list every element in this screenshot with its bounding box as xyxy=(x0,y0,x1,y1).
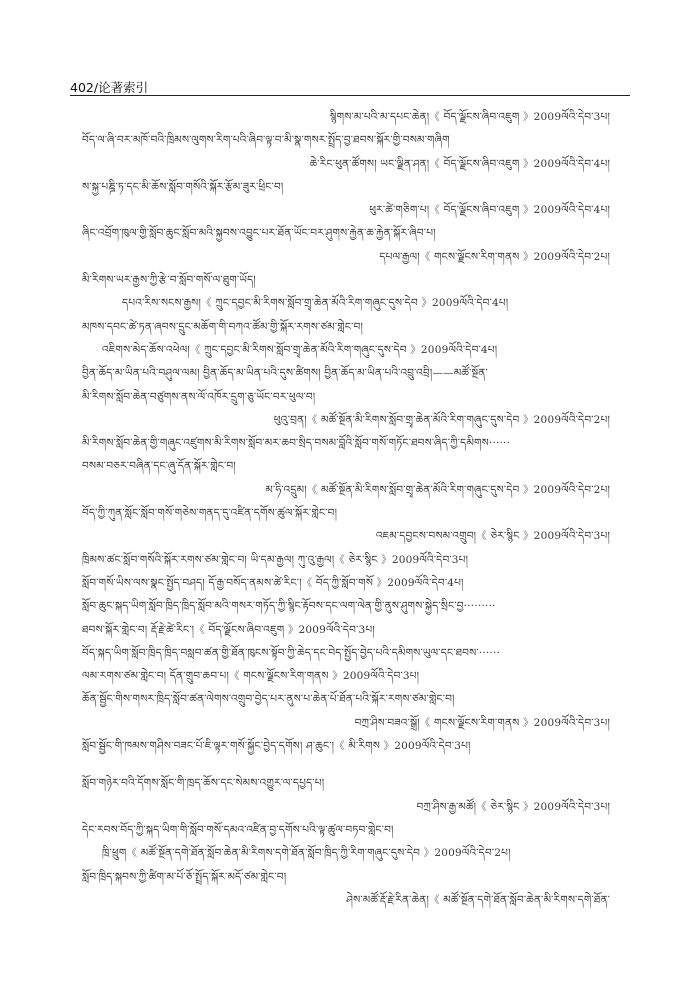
index-entry-line xyxy=(82,619,610,642)
entry-text: སློབ་གསོ་ཡིས་ལས་སྣང་སྤྱོད་བཤད། དོ་རྒྱ་བསོད་ནམས་ཚེ་རིང་།《 བོད་ཀྱི་སློབ་གསོ 》2009ལོའི་དེབ་4པ། xyxy=(82,576,464,589)
entry-text: བཀྲ་ཤིས་བཟའ་སྒྲོ།《 གངས་ལྗོངས་རིག་གནས 》2009ལོའི་དེབ་3པ། xyxy=(354,716,610,729)
index-entry-line xyxy=(82,688,610,711)
index-entry-line xyxy=(82,316,610,339)
entry-text: ཞིང་འབྲོག་ཁུལ་གྱི་སློབ་ཆུང་སློབ་མའི་སྐྱབས་འབྱུང་པར་ཐོན་ཡོང་བར་ཤུགས་རྐྱེན་ཆ་རྐྱེན་སྐོར་ཞིབ་པ། xyxy=(82,227,436,240)
entry-text: བོད་ཀྱི་ཀུན་སློང་སློབ་གསོ་གཅེས་གནད་དུ་འཛིན་དགོས་ཚུལ་སྐོར་གླེང་བ། xyxy=(82,507,338,520)
index-entry-line xyxy=(82,129,610,152)
index-entries xyxy=(82,106,610,912)
entry-text: མི་རིགས་སློབ་ཆེན་གྱི་གཞུང་འཛུགས་མི་རིགས་སློབ་མར་ཆབ་སྲིད་བསམ་བློའི་སློབ་གསོ་གཏོང་ཐབས་ཞིད་ཀྱི་དམིགས······ xyxy=(82,437,511,450)
section-title: 论著索引 xyxy=(98,80,149,95)
index-entry-line xyxy=(82,339,610,362)
entry-text: བསམ་བཅར་བཞིན་དང་ཞུ་དོན་སྐོར་གླེང་བ། xyxy=(82,460,236,473)
entry-text: མཁས་དབང་ཚེ་ཏན་ཞབས་དྲུང་མཆོག་གི་བཀའ་ཚོམ་གྱི་སྐོར་རགས་ཙམ་གླེང་བ། xyxy=(82,320,364,333)
index-entry-line xyxy=(82,549,610,572)
index-entry-line xyxy=(82,176,610,199)
index-entry-line xyxy=(82,572,610,595)
entry-text: བོད་སྐད་ཡིག་སློབ་ཁྲིད་ཁྲིད་བསླབ་ཚན་གྱི་ཐོན་ཁུངས་སྟོབ་ཀྱི་ཆེད་དང་བེད་སྤྱོད་བྱེད་པའི་དམིགས་ཡུལ་དང་ཐབས་······ xyxy=(82,646,501,659)
index-entry-line xyxy=(82,842,610,865)
entry-text: སློབ་ཁྲིད་སྐབས་ཀྱི་ཚིག་མ་པོ་ཅོ་སྤྲོད་སྐོར་མདོ་ཙམ་གླེང་བ། xyxy=(82,870,287,883)
index-entry-line xyxy=(82,772,610,795)
entry-text: ལམ་རགས་ཙམ་གླེང་བ། དོན་གྲུབ་ཆབ་པ།《 གངས་ལྗོངས་རིག་གནས 》2009ལོའི་དེབ་3པ། xyxy=(82,670,420,683)
index-entry-line xyxy=(82,735,610,758)
entry-text: བཀྲ་ཤིས་རྒྱ་མཚོ།《 ཅེར་སྙིང 》2009ལོའི་དེབ་3པ། xyxy=(416,800,610,813)
entry-text: ཁྲིམས་ཚང་སློབ་གསོའི་སྐོར་རགས་ཙམ་གླེང་བ། ཡི་དམ་རྒྱལ། ཀུ་འུ་རྒྱལ།《 ཅེར་སྙིང 》2009ལོའི་དེབ་3པ། xyxy=(82,553,469,566)
index-entry-line xyxy=(82,479,610,502)
index-entry-line xyxy=(82,432,610,455)
index-entry-line xyxy=(82,199,610,222)
running-header xyxy=(70,78,630,96)
index-entry-line xyxy=(82,665,610,688)
header-rule xyxy=(70,95,630,96)
entry-text: སློབ་ཆུང་སྐད་ཡིག་སློབ་ཁྲིད་ཁྲིད་སློབ་མའི་གསར་གཏོད་ཀྱི་སྙིང་རྟོབས་དང་ལག་ལེན་གྱི་ནུས་ཤུགས་སྐྱེད་སྲིང་བྱ········· xyxy=(82,600,496,613)
entry-text: མི་རིགས་ཡར་རྒྱས་ཀྱི་རྩེ་བ་སློབ་གསོ་ལ་ཐུག་ཡོད། xyxy=(82,274,256,287)
entry-text: དཔའ་རིས་སངས་རྒྱས།《 ཀྲུང་དབྱང་མི་རིགས་སློབ་གྲྭ་ཆེན་མོའི་རིག་གཞུང་དུས་དེབ 》2009ལོའི་དེབ་4པ། xyxy=(122,297,509,310)
entry-text: སློབ་སྦྱོང་གི་ཁམས་གཤིས་བཟང་པོ་ཇི་ལྟར་གསོ་སྐྱོང་བྱེད་དགོས། ཤ་ཆུང་།《 མི་རིགས 》2009ལོའི་དེབ་3པ། xyxy=(82,740,471,753)
entry-text: འཇིགས་མེད་ཆོས་འཕེལ།《 ཀྲུང་དབྱང་མི་རིགས་སློབ་གྲྭ་ཆེན་མོའི་རིག་གཞུང་དུས་དེབ 》2009ལོའི་དེབ་4པ། xyxy=(102,343,498,356)
entry-text: སྙིགས་མ་པའི་མ་དཔང་ཆེན།《 བོད་ལྗོངས་ཞིབ་འཇུག 》2009ལོའི་དེབ་3པ། xyxy=(329,111,610,123)
index-entry-line xyxy=(82,819,610,842)
entry-text: བོད་ལ་ཞི་བར་མཁོ་བའི་ཁྲིམས་ལུགས་རིག་པའི་ཞིབ་ལྟ་བ་མི་སྣ་གསར་སྤྲོད་བྱ་ཐབས་སྐོར་གྱི་བསམ་གཞིག xyxy=(82,134,450,147)
entry-text: སློབ་གཉེར་བའི་དོགས་སློང་གི་ཁྲད་ཆོས་དང་སེམས་འགྱུར་ལ་དཔྱད་པ། xyxy=(82,777,325,790)
entry-text: བྱིན་ཆོད་མ་ཡིན་པའི་བཤུལ་ལམ། བྱིན་ཆོད་མ་ཡིན་པའི་དུས་ཚིགས། བྱིན་ཆོད་མ་ཡིན་པའི་འབྲུ་འབྲི།——མཚོ་སྔོན་ xyxy=(82,367,488,380)
entry-text: ཕུར་ཚེ་གཅིག་པ།《 བོད་ལྗོངས་ཞིབ་འཇུག 》2009ལོའི་དེབ་4པ། xyxy=(369,204,610,217)
index-entry-line xyxy=(82,595,610,618)
index-entry-line xyxy=(82,106,610,129)
entry-spacer xyxy=(82,758,610,772)
entry-text: ཁྲི་ཕྲུག《 མཚོ་སྔོན་དགེ་ཐོན་སློབ་ཆེན་མི་རིགས་དགེ་ཐོན་སློབ་ཁྲིད་ཀྱི་རིག་གཞུང་དུས་དེབ 》2009ལོའི་དེབ་2པ། xyxy=(102,847,511,860)
entry-text: ཆོན་སྦྱོང་གིས་གསར་ཁྲིད་སློབ་ཚན་ལེགས་འགྲུབ་བྱེད་པར་ནུས་པ་ཆེན་པོ་ཐོན་པའི་སྐོར་རགས་ཙམ་གླེང་བ། xyxy=(82,693,455,706)
entry-text: དཔལ་རྒྱལ།《 གངས་ལྗོངས་རིག་གནས 》2009ལོའི་དེབ་2པ། xyxy=(379,250,610,263)
index-entry-line xyxy=(82,712,610,735)
index-entry-line xyxy=(82,246,610,269)
entry-text: འཇམ་དབྱངས་བསམ་འགྲུབ།《 ཅེར་སྙིང 》2009ལོའི་དེབ་3པ། xyxy=(375,530,610,543)
entry-text: ཤེས་མཚོ་རྡོ་རྗེ་རིན་ཆེན།《 མཚོ་སྔོན་དགེ་ཐོན་སློབ་ཆེན་མི་རིགས་དགེ་ཐོན་ xyxy=(346,893,610,906)
index-entry-line xyxy=(82,362,610,385)
index-entry-line xyxy=(82,642,610,665)
index-entry-line xyxy=(82,386,610,409)
entry-text: ཕུའུ་བྲན།《 མཚོ་སྔོན་མི་རིགས་སློབ་གྲྭ་ཆེན་མོའི་རིག་གཞུང་དུས་དེབ 》2009ལོའི་དེབ་2པ། xyxy=(273,413,610,426)
index-entry-line xyxy=(82,292,610,315)
index-entry-line xyxy=(82,866,610,889)
entry-text: མི་རིགས་སློབ་ཆེན་བཙུགས་ནས་ལོ་འཁོར་དྲུག་ཅུ་ཡོང་བར་ཕུལ་བ། xyxy=(82,390,316,403)
index-entry-line xyxy=(82,153,610,176)
header-separator: / xyxy=(93,80,99,95)
index-entry-line xyxy=(82,269,610,292)
index-entry-line xyxy=(82,889,610,912)
index-entry-line xyxy=(82,455,610,478)
index-entry-line xyxy=(82,502,610,525)
entry-text: ཆེ་རིང་ཕུན་ཚོགས། ཡང་ལྗིན་ཤན།《 བོད་ལྗོངས་ཞིབ་འཇུག 》2009ལོའི་དེབ་4པ། xyxy=(309,157,610,170)
index-entry-line xyxy=(82,796,610,819)
index-entry-line xyxy=(82,409,610,432)
page-number: 402 xyxy=(70,80,94,95)
entry-text: ཐབས་སྐོར་གླེང་བ། རྡོ་རྗེ་ཚེ་རིང་།《 བོད་ལྗོངས་ཞིབ་འཇུག 》2009ལོའི་དེབ་3པ། xyxy=(82,623,375,636)
entry-text: མ་ཧི་འདྲུམ།《 མཚོ་སྔོན་མི་རིགས་སློབ་གྲྭ་ཆེན་མོའི་རིག་གཞུང་དུས་དེབ 》2009ལོའི་དེབ་2པ། xyxy=(265,483,610,496)
index-entry-line xyxy=(82,525,610,548)
index-entry-line xyxy=(82,222,610,245)
entry-text: ས་སྐྱ་པཎྜི་ཏ་དང་མི་ཆོས་སློབ་གསོའི་སྐོར་རྩོམ་ཟུར་ཕྲིང་བ། xyxy=(82,180,284,193)
entry-text: དེང་རབས་བོད་ཀྱི་སྐད་ཡིག་གི་སློབ་གསོ་དམའ་འཛིན་བྱ་དགོས་པའི་ལྟ་ཚུལ་བཏབ་གླེང་བ། xyxy=(82,823,394,836)
